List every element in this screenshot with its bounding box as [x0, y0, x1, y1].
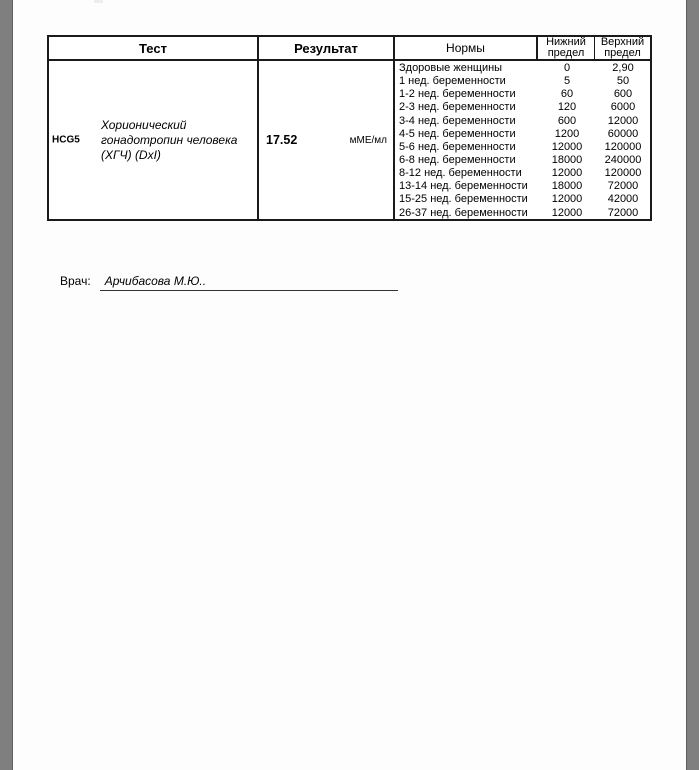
result-cell: [257, 61, 393, 220]
norm-label: Здоровые женщины: [399, 62, 503, 74]
header-upper-limit: Верхний предел: [594, 37, 650, 59]
doctor-signature-line: [60, 274, 398, 291]
norm-label: 1-2 нед. беременности: [399, 88, 516, 101]
norm-upper: 600: [613, 88, 633, 101]
norm-lower: 5: [563, 75, 571, 88]
norm-label: 26-37 нед. беременности: [399, 206, 528, 219]
norm-lower: 0: [563, 62, 571, 74]
norm-upper: 72000: [607, 206, 639, 219]
norm-label: 6-8 нед. беременности: [399, 153, 516, 166]
result-value: 17.52: [266, 133, 298, 148]
doctor-label: Врач:: [60, 274, 91, 288]
norms-cell: [393, 61, 650, 220]
results-table: [47, 35, 652, 221]
header-result: Результат: [257, 37, 393, 59]
norm-upper: 42000: [607, 193, 639, 206]
norm-label: 13-14 нед. беременности: [399, 180, 528, 193]
test-cell: [49, 61, 257, 220]
norm-upper: 120000: [604, 140, 642, 153]
norm-upper: 72000: [607, 180, 639, 193]
norm-lower: 18000: [551, 180, 583, 193]
norm-upper: 240000: [604, 153, 642, 166]
norm-lower: 12000: [551, 140, 583, 153]
report-page: [13, 0, 686, 770]
norm-upper: 2,90: [612, 62, 634, 74]
norm-label: 1 нед. беременности: [399, 75, 506, 88]
test-name: Хорионический гонадотропин человека (ХГЧ) (DxI): [101, 117, 238, 162]
norm-label: 3-4 нед. беременности: [399, 114, 516, 127]
header-norms: Нормы: [393, 37, 536, 59]
norm-label: 4-5 нед. беременности: [399, 127, 516, 140]
norm-label: 8-12 нед. беременности: [399, 167, 522, 180]
test-code: HCG5: [52, 134, 80, 146]
norm-lower: 600: [557, 114, 577, 127]
results-table-header: [49, 37, 650, 61]
norm-lower: 120: [557, 101, 577, 114]
norm-upper: 60000: [607, 127, 639, 140]
result-units: мМЕ/мл: [349, 134, 387, 146]
norm-lower: 12000: [551, 206, 583, 219]
norm-upper: 12000: [607, 114, 639, 127]
header-lower-limit: Нижний предел: [536, 37, 594, 59]
norm-label: 2-3 нед. беременности: [399, 101, 516, 114]
norm-lower: 12000: [551, 167, 583, 180]
header-test: Тест: [139, 40, 167, 56]
norm-upper: 6000: [610, 101, 636, 114]
page-top-artifact: [94, 0, 103, 3]
norm-upper: 120000: [604, 167, 642, 180]
norm-lower: 60: [560, 88, 574, 101]
norm-lower: 18000: [551, 153, 583, 166]
norm-label: 15-25 нед. беременности: [399, 193, 528, 206]
viewer-left-margin: [0, 0, 13, 770]
norm-lower: 1200: [554, 127, 580, 140]
viewer-right-margin: [686, 0, 699, 770]
norm-upper: 50: [616, 75, 630, 88]
norm-label: 5-6 нед. беременности: [399, 140, 516, 153]
norm-lower: 12000: [551, 193, 583, 206]
results-table-body: [49, 61, 650, 219]
doctor-name: Арчибасова М.Ю..: [100, 274, 398, 291]
